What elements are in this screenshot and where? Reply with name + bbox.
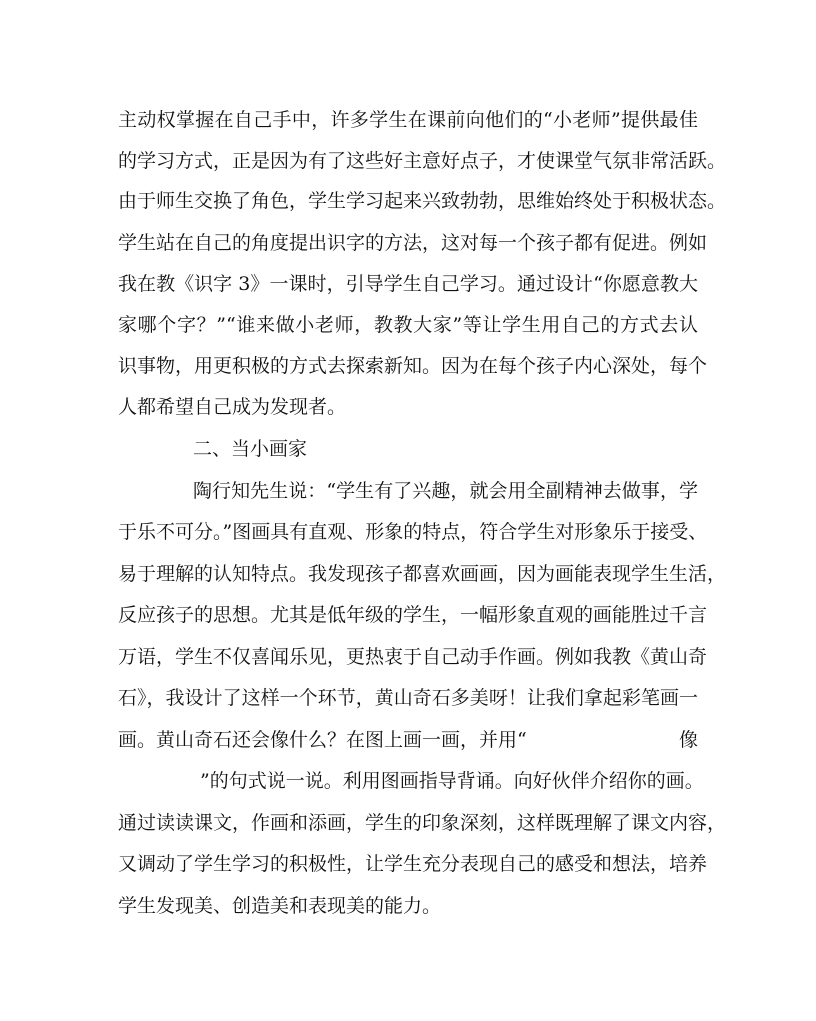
paragraph-line: 主动权掌握在自己手中，许多学生在课前向他们的“小老师”提供最佳 xyxy=(118,109,698,131)
paragraph-line: 又调动了学生学习的积极性，让学生充分表现自己的感受和想法，培养 xyxy=(118,853,708,875)
paragraph-line-with-blank xyxy=(118,729,698,751)
paragraph-line: 的学习方式，正是因为有了这些好主意好点子，才使课堂气氛非常活跃。 xyxy=(118,150,727,172)
paragraph-line: 易于理解的认知特点。我发现孩子都喜欢画画，因为画能表现学生生活， xyxy=(118,563,727,585)
paragraph-line: 我在教《识字 3》一课时，引导学生自己学习。通过设计“你愿意教大 xyxy=(118,273,698,295)
paragraph-line: ”的句式说一说。利用图画指导背诵。向好伙伴介绍你的画。 xyxy=(200,770,704,792)
line-text-after-blank: 像 xyxy=(678,729,698,751)
section-heading: 二、当小画家 xyxy=(193,438,308,460)
paragraph-line: 于乐不可分。”图画具有直观、形象的特点，符合学生对形象乐于接受、 xyxy=(118,521,708,543)
line-text-before-blank: 画。黄山奇石还会像什么？在图上画一画，并用“ xyxy=(118,729,527,751)
paragraph-line: 学生站在自己的角度提出识字的方法，这对每一个孩子都有促进。例如 xyxy=(118,232,708,254)
paragraph-line: 识事物，用更积极的方式去探索新知。因为在每个孩子内心深处，每个 xyxy=(118,355,708,377)
paragraph-line: 由于师生交换了角色，学生学习起来兴致勃勃，思维始终处于积极状态。 xyxy=(118,190,727,212)
paragraph-line: 万语，学生不仅喜闻乐见，更热衷于自己动手作画。例如我教《黄山奇 xyxy=(118,646,708,668)
paragraph-line: 反应孩子的思想。尤其是低年级的学生，一幅形象直观的画能胜过千言 xyxy=(118,604,708,626)
paragraph-line: 通过读读课文，作画和添画，学生的印象深刻，这样既理解了课文内容， xyxy=(118,812,727,834)
paragraph-line: 陶行知先生说：“学生有了兴趣，就会用全副精神去做事，学 xyxy=(193,480,698,502)
paragraph-line: 人都希望自己成为发现者。 xyxy=(118,396,347,418)
paragraph-line: 石》，我设计了这样一个环节，黄山奇石多美呀！让我们拿起彩笔画一 xyxy=(118,687,698,709)
paragraph-line: 学生发现美、创造美和表现美的能力。 xyxy=(118,895,442,917)
paragraph-line: 家哪个字？”“谁来做小老师，教教大家”等让学生用自己的方式去认 xyxy=(118,314,698,336)
